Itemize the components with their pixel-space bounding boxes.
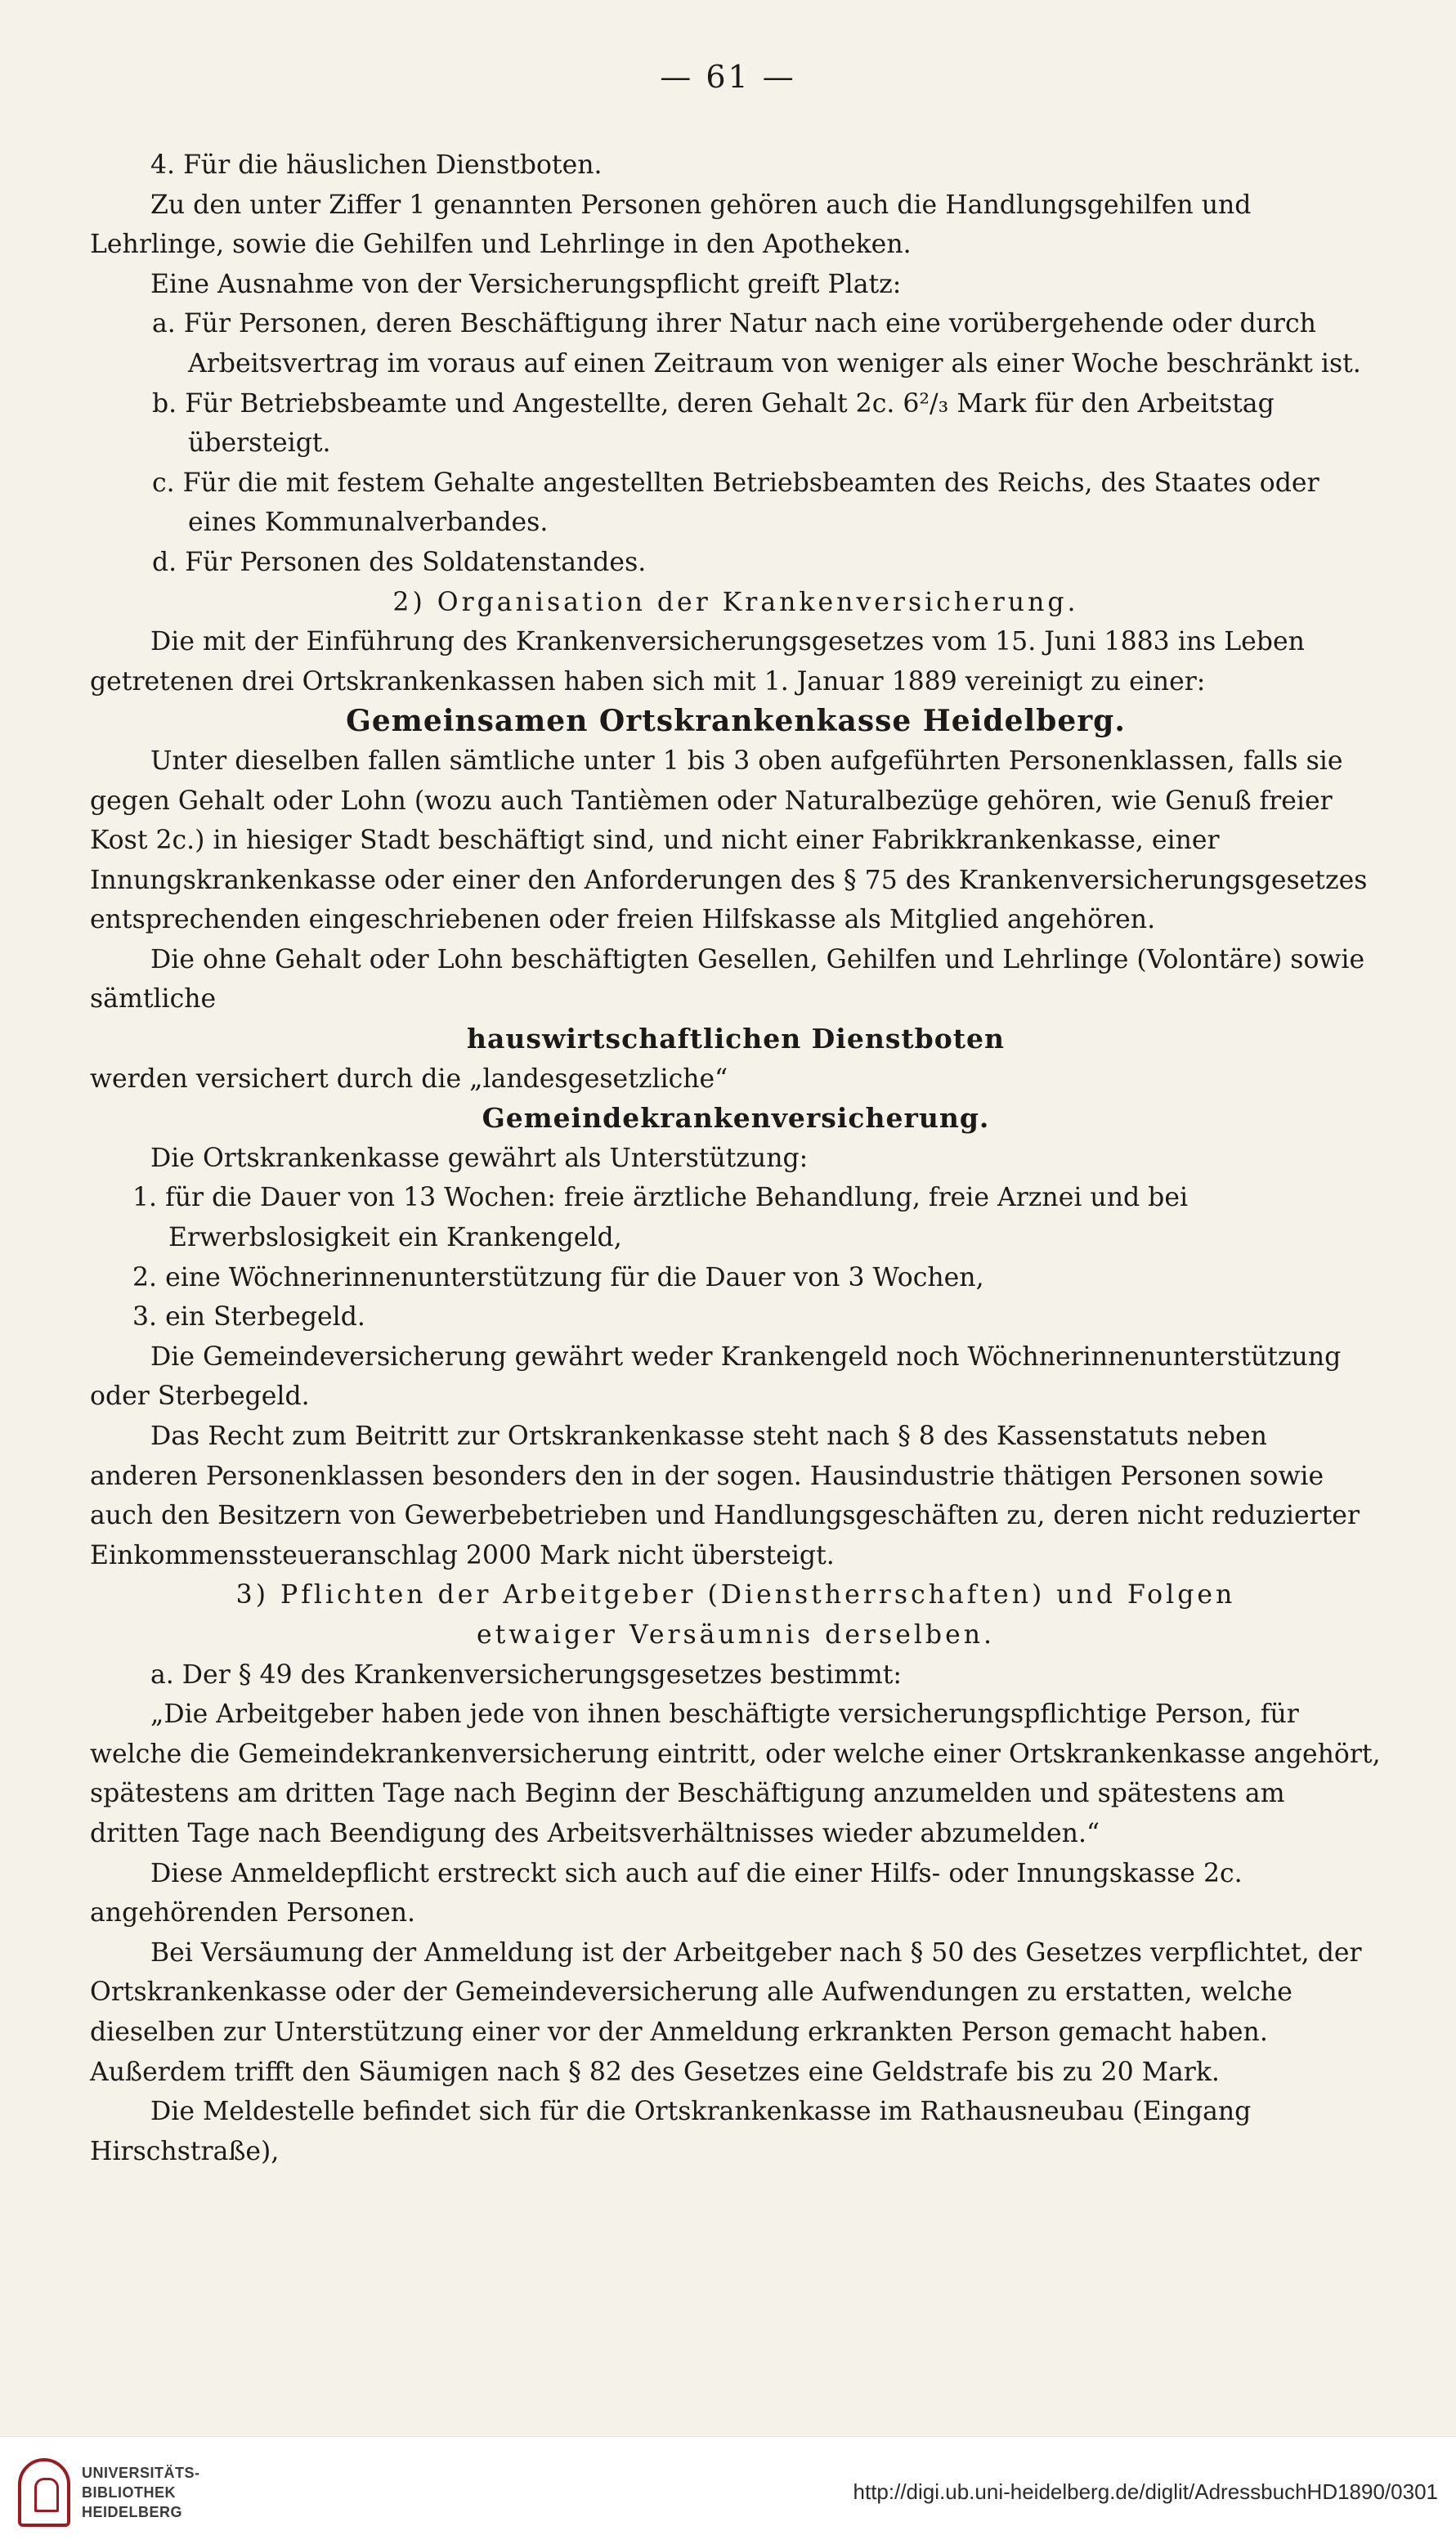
paragraph: Diese Anmeldepflicht erstreckt sich auch auf die einer Hilfs- oder Innungskasse 2c. angehörenden Personen.: [90, 1858, 1243, 1928]
logo-line: BIBLIOTHEK: [82, 2484, 176, 2501]
paragraph: a. Der § 49 des Krankenversicherungsgesetzes bestimmt:: [150, 1659, 902, 1690]
library-emblem-icon: [18, 2458, 70, 2527]
section-2-heading: 2) Organisation der Krankenversicherung.: [392, 587, 1079, 617]
paragraph: werden versichert durch die „landesgesetzliche“: [90, 1064, 728, 1094]
paragraph: Die Meldestelle befindet sich für die Ortskrankenkasse im Rathausneubau (Eingang Hirschstraße),: [90, 2097, 1252, 2166]
exception-c: c. Für die mit festem Gehalte angestellten Betriebsbeamten des Reichs, des Staates oder eines Kommunalverbandes.: [152, 468, 1319, 538]
paragraph: Das Recht zum Beitritt zur Ortskrankenkasse steht nach § 8 des Kassenstatuts neben anderen Personenklassen besonders den in der sogen. Hausindustrie thätigen Personen sowie auch den Besitzern von Gewerbebetrieben und Handlungsgeschäften zu, deren nicht reduzierter Einkommenssteueranschlag 2000 Mark nicht übersteigt.: [90, 1422, 1360, 1570]
page-body: [90, 146, 1382, 2171]
viewer-footer: [0, 2436, 1456, 2544]
exception-b: b. Für Betriebsbeamte und Angestellte, deren Gehalt 2c. 6²/₃ Mark für den Arbeitstag übersteigt.: [152, 388, 1275, 459]
gemeinde-title: Gemeindekrankenversicherung.: [482, 1102, 990, 1135]
source-url-link[interactable]: http://digi.ub.uni-heidelberg.de/diglit/AdressbuchHD1890/0301: [853, 2479, 1438, 2504]
logo-text: [82, 2463, 200, 2522]
paragraph: Eine Ausnahme von der Versicherungspflicht greift Platz:: [150, 269, 902, 299]
kasse-title: Gemeinsamen Ortskrankenkasse Heidelberg.: [346, 704, 1126, 739]
quotation: „Die Arbeitgeber haben jede von ihnen beschäftigte versicherungspflichtige Person, für welche die Gemeindekrankenversicherung eintritt, oder welche einer Ortskrankenkasse angehört, spätestens am dritten Tage nach Beginn der Beschäftigung anzumelden und spätestens am dritten Tage nach Beendigung des Arbeitsverhältnisses wieder abzumelden.“: [90, 1700, 1381, 1848]
logo-line: HEIDELBERG: [82, 2504, 183, 2520]
paragraph: Bei Versäumung der Anmeldung ist der Arbeitgeber nach § 50 des Gesetzes verpflichtet, der Ortskrankenkasse oder der Gemeindeversicherung alle Aufwendungen zu erstatten, welche dieselben zur Unterstützung einer vor der Anmeldung erkrankten Person gemacht haben. Außerdem trifft den Säumigen nach § 82 des Gesetzes eine Geldstrafe bis zu 20 Mark.: [90, 1937, 1362, 2087]
benefit-list-item: 3. ein Sterbegeld.: [132, 1302, 365, 1332]
paragraph: Die Ortskrankenkasse gewährt als Unterstützung:: [150, 1143, 809, 1173]
benefit-list-item: 1. für die Dauer von 13 Wochen: freie ärztliche Behandlung, freie Arznei und bei Erwerbslosigkeit ein Krankengeld,: [132, 1183, 1189, 1253]
paragraph: Die Gemeindeversicherung gewährt weder Krankengeld noch Wöchnerinnenunterstützung oder Sterbegeld.: [90, 1341, 1342, 1412]
page-number: — 61 —: [660, 59, 796, 95]
exception-a: a. Für Personen, deren Beschäftigung ihrer Natur nach eine vorübergehende oder durch Arbeitsvertrag im voraus auf einen Zeitraum von weniger als einer Woche beschränkt ist.: [152, 309, 1361, 378]
paragraph: Zu den unter Ziffer 1 genannten Personen gehören auch die Handlungsgehilfen und Lehrlinge, sowie die Gehilfen und Lehrlinge in den Apotheken.: [90, 190, 1252, 260]
item-4-heading: 4. Für die häuslichen Dienstboten.: [150, 150, 603, 180]
paragraph: Die mit der Einführung des Krankenversicherungsgesetzes vom 15. Juni 1883 ins Leben getretenen drei Ortskrankenkassen haben sich mit 1. Januar 1889 vereinigt zu einer:: [90, 627, 1305, 696]
university-library-logo[interactable]: [18, 2453, 200, 2532]
section-3-heading-line1: 3) Pflichten der Arbeitgeber (Dienstherrschaften) und Folgen: [235, 1580, 1236, 1610]
paragraph: Unter dieselben fallen sämtliche unter 1 bis 3 oben aufgeführten Personenklassen, falls sie gegen Gehalt oder Lohn (wozu auch Tantièmen oder Naturalbezüge gehören, wie Genuß freier Kost 2c.) in hiesiger Stadt beschäftigt sind, und nicht einer Fabrikkrankenkasse, einer Innungskrankenkasse oder einer den Anforderungen des § 75 des Krankenversicherungsgesetzes entsprechenden eingeschriebenen oder freien Hilfskasse als Mitglied angehören.: [90, 746, 1368, 935]
logo-line: UNIVERSITÄTS-: [82, 2465, 200, 2481]
paragraph: Die ohne Gehalt oder Lohn beschäftigten Gesellen, Gehilfen und Lehrlinge (Volontäre) sowie sämtliche: [90, 944, 1365, 1014]
benefit-list-item: 2. eine Wöchnerinnenunterstützung für die Dauer von 3 Wochen,: [132, 1262, 984, 1292]
section-3-heading-line2: etwaiger Versäumnis derselben.: [476, 1619, 996, 1650]
dienstboten-title: hauswirtschaftlichen Dienstboten: [467, 1023, 1005, 1055]
exception-d: d. Für Personen des Soldatenstandes.: [152, 547, 647, 577]
